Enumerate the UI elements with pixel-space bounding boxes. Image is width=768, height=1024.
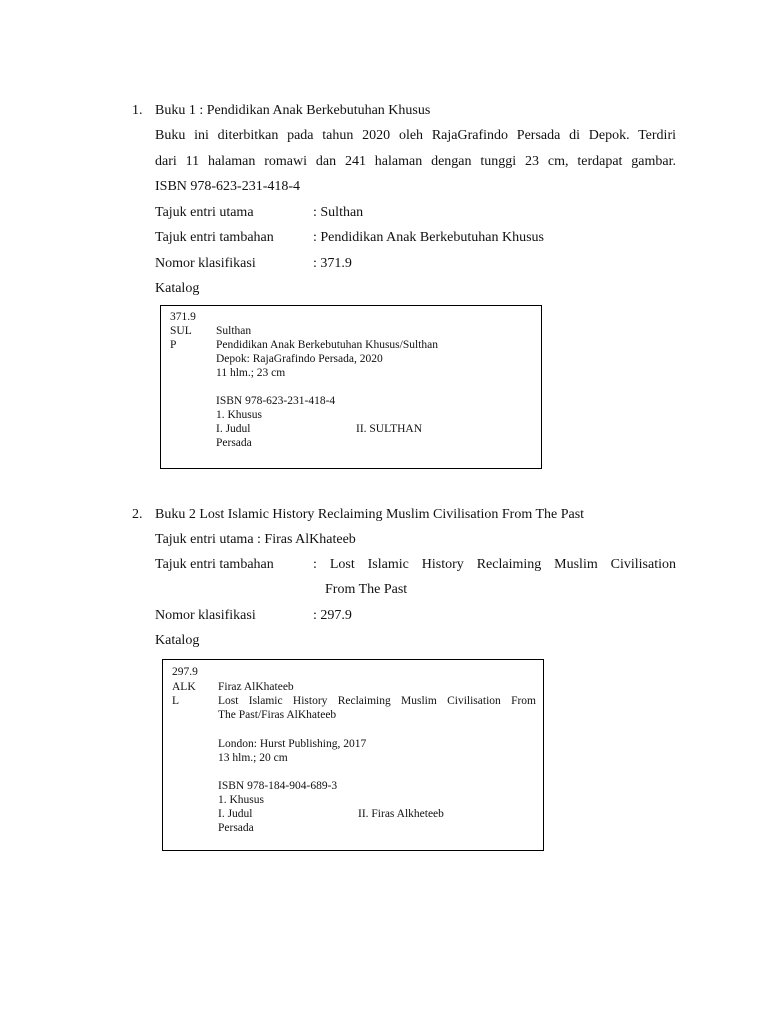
book1-added-entry-label: Tajuk entri tambahan <box>155 230 274 245</box>
card2-author: Firaz AlKhateeb <box>218 681 294 693</box>
card1-isbn: ISBN 978-623-231-418-4 <box>216 395 336 407</box>
book1-heading: Buku 1 : Pendidikan Anak Berkebutuhan Khusus <box>155 103 431 118</box>
book1-main-entry-label: Tajuk entri utama <box>155 205 254 220</box>
card2-tracing-publisher: Persada <box>218 822 254 834</box>
book2-added-entry-value-line1: : Lost Islamic History Reclaiming Muslim Civilisation <box>313 557 676 572</box>
book1-catalog-card <box>160 305 542 469</box>
book1-added-entry-value: : Pendidikan Anak Berkebutuhan Khusus <box>313 230 544 245</box>
card2-call-number: 297.9 <box>172 666 198 678</box>
card2-title-line2: The Past/Firas AlKhateeb <box>218 709 337 721</box>
card2-subject: 1. Khusus <box>218 794 265 806</box>
card1-subject: 1. Khusus <box>216 409 263 421</box>
card1-title: Pendidikan Anak Berkebutuhan Khusus/Sulthan <box>216 339 438 351</box>
card2-imprint: London: Hurst Publishing, 2017 <box>218 738 367 750</box>
book1-catalog-label: Katalog <box>155 281 200 296</box>
book2-added-entry-label: Tajuk entri tambahan <box>155 557 274 572</box>
book2-number: 2. <box>132 507 143 522</box>
card1-author: Sulthan <box>216 325 252 337</box>
card2-tracing-author: II. Firas Alkheteeb <box>358 808 444 820</box>
book1-desc-line1: Buku ini diterbitkan pada tahun 2020 oleh RajaGrafindo Persada di Depok. Terdiri <box>155 128 676 143</box>
book2-added-entry-value-line2: From The Past <box>325 582 408 597</box>
card1-call-number: 371.9 <box>170 311 196 323</box>
card1-collation: 11 hlm.; 23 cm <box>216 367 286 379</box>
card1-call-title: P <box>170 339 177 351</box>
card2-tracing-title: I. Judul <box>218 808 253 820</box>
book1-main-entry-value: : Sulthan <box>313 205 364 220</box>
book2-catalog-label: Katalog <box>155 633 200 648</box>
card2-call-author: ALK <box>172 681 196 693</box>
card2-collation: 13 hlm.; 20 cm <box>218 752 288 764</box>
book1-number: 1. <box>132 103 143 118</box>
book1-isbn: ISBN 978-623-231-418-4 <box>155 179 301 194</box>
card1-call-author: SUL <box>170 325 192 337</box>
book2-heading: Buku 2 Lost Islamic History Reclaiming Muslim Civilisation From The Past <box>155 507 585 522</box>
book1-desc-line2: dari 11 halaman romawi dan 241 halaman dengan tunggi 23 cm, terdapat gambar. <box>155 154 676 169</box>
card1-imprint: Depok: RajaGrafindo Persada, 2020 <box>216 353 383 365</box>
book2-class-label: Nomor klasifikasi <box>155 608 256 623</box>
card1-tracing-title: I. Judul <box>216 423 251 435</box>
card2-isbn: ISBN 978-184-904-689-3 <box>218 780 338 792</box>
book2-class-value: : 297.9 <box>313 608 352 623</box>
book1-class-value: : 371.9 <box>313 256 352 271</box>
book1-class-label: Nomor klasifikasi <box>155 256 256 271</box>
book2-main-entry: Tajuk entri utama : Firas AlKhateeb <box>155 532 356 547</box>
card2-title-line1: Lost Islamic History Reclaiming Muslim Civilisation From <box>218 695 536 707</box>
card1-tracing-publisher: Persada <box>216 437 252 449</box>
card1-tracing-author: II. SULTHAN <box>356 423 423 435</box>
card2-call-title: L <box>172 695 180 707</box>
book2-catalog-card <box>162 659 544 851</box>
